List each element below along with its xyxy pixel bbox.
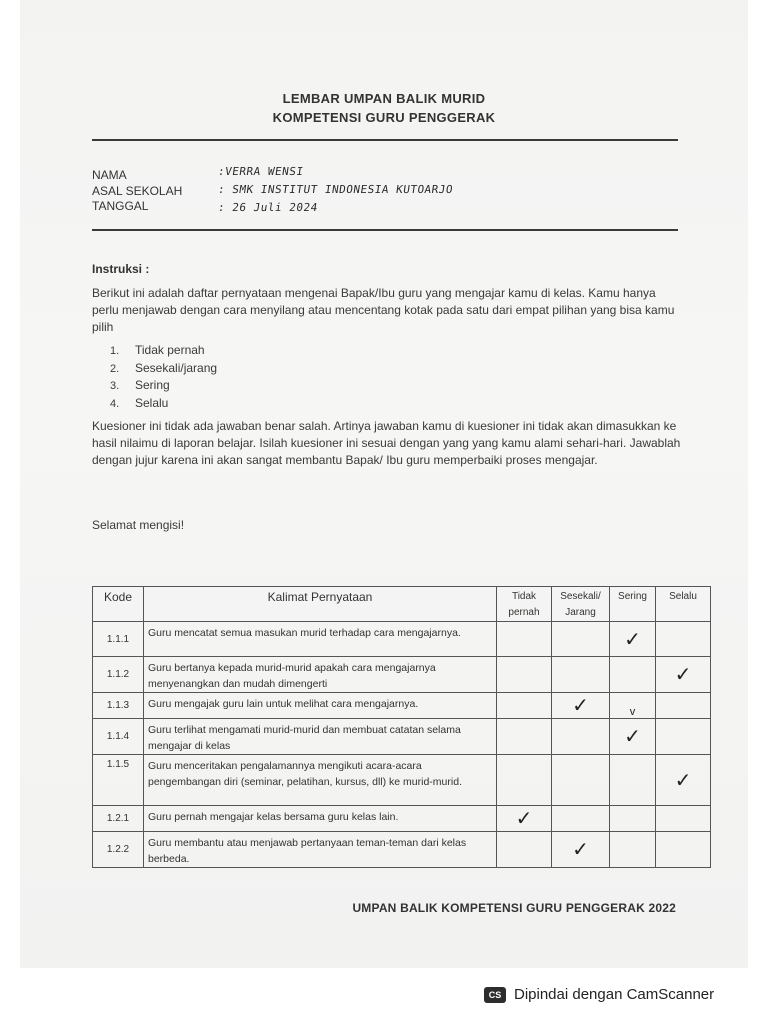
form-title: LEMBAR UMPAN BALIK MURID: [282, 91, 486, 106]
cell-tidak[interactable]: [497, 719, 552, 755]
cell-sesekali[interactable]: [552, 693, 610, 719]
cell-tidak[interactable]: [497, 657, 552, 693]
row-statement: Guru menceritakan pengalamannya mengikuti acara-acara pengembangan diri (seminar, pelatihan, kursus, dll) ke murid-murid.: [144, 755, 497, 806]
header-sesekali-line1: Sesekali/: [560, 591, 601, 602]
cell-sering[interactable]: [610, 693, 656, 719]
asal-sekolah-label: ASAL SEKOLAH: [92, 184, 183, 198]
table-header-row: [93, 587, 711, 622]
row-statement: Guru membantu atau menjawab pertanyaan teman-teman dari kelas berbeda.: [144, 832, 497, 868]
cell-tidak[interactable]: [497, 832, 552, 868]
table-row: [93, 806, 711, 832]
questionnaire-table: [92, 586, 711, 868]
row-code: 1.2.1: [93, 806, 144, 832]
cell-tidak[interactable]: [497, 622, 552, 657]
row-statement: Guru terlihat mengamati murid-murid dan membuat catatan selama mengajar di kelas: [144, 719, 497, 755]
header-kode: Kode: [93, 587, 144, 622]
table-row: [93, 719, 711, 755]
cell-selalu[interactable]: [656, 693, 711, 719]
row-code: 1.1.4: [93, 719, 144, 755]
camscanner-text: Dipindai dengan CamScanner: [514, 986, 715, 1003]
header-tidak-line1: Tidak: [511, 591, 537, 602]
tanggal-label: TANGGAL: [92, 199, 149, 213]
cell-sering[interactable]: [610, 622, 656, 657]
answer-options-list: [110, 342, 217, 412]
cell-selalu[interactable]: [656, 755, 711, 806]
greeting-text: Selamat mengisi!: [92, 518, 185, 532]
cell-sering[interactable]: [610, 719, 656, 755]
cell-sesekali[interactable]: [552, 806, 610, 832]
cell-sering[interactable]: [610, 806, 656, 832]
row-code: 1.2.2: [93, 832, 144, 868]
option-number: 1.: [110, 345, 120, 357]
disclaimer-paragraph: Kuesioner ini tidak ada jawaban benar salah. Artinya jawaban kamu di kuesioner ini tidak akan dimasukkan ke hasil nilaimu di laporan belajar. Isilah kuesioner ini sesuai dengan yang yang kamu alami sehari-hari. Jawablah dengan jujur karena ini akan sangat membantu Bapak/ Ibu guru memperbaiki proses mengajar.: [92, 419, 681, 467]
small-check-mark: v: [629, 706, 636, 718]
header-tidak-line2: pernah: [508, 607, 540, 618]
row-code: 1.1.5: [93, 755, 144, 806]
cell-tidak[interactable]: [497, 806, 552, 832]
check-mark: ✓: [572, 695, 589, 717]
header-sering: Sering: [610, 587, 656, 622]
table-row: [93, 622, 711, 657]
option-item: [110, 377, 217, 395]
cell-sesekali[interactable]: [552, 832, 610, 868]
cell-tidak[interactable]: [497, 755, 552, 806]
cell-sesekali[interactable]: [552, 719, 610, 755]
row-statement: Guru mencatat semua masukan murid terhadap cara mengajarnya.: [144, 622, 497, 657]
cell-sering[interactable]: [610, 657, 656, 693]
option-label: Tidak pernah: [135, 343, 205, 357]
footer-text: UMPAN BALIK KOMPETENSI GURU PENGGERAK 2022: [352, 901, 676, 915]
option-item: [110, 360, 217, 378]
cell-selalu[interactable]: [656, 657, 711, 693]
asal-sekolah-value: : SMK INSTITUT INDONESIA KUTOARJO: [217, 183, 454, 196]
cell-sesekali[interactable]: [552, 657, 610, 693]
option-number: 3.: [110, 380, 120, 392]
nama-label: NAMA: [92, 168, 127, 182]
row-statement: Guru bertanya kepada murid-murid apakah cara mengajarnya menyenangkan dan mudah dimengerti: [144, 657, 497, 693]
identity-divider: [92, 229, 678, 231]
cell-selalu[interactable]: [656, 832, 711, 868]
row-statement: Guru mengajak guru lain untuk melihat cara mengajarnya.: [144, 693, 497, 719]
row-code: 1.1.3: [93, 693, 144, 719]
header-sesekali: [552, 587, 610, 622]
option-label: Sesekali/jarang: [135, 360, 218, 375]
row-code: 1.1.1: [93, 622, 144, 657]
check-mark: ✓: [624, 726, 641, 748]
cell-selalu[interactable]: [656, 622, 711, 657]
cell-sering[interactable]: [610, 755, 656, 806]
header-kalimat: Kalimat Pernyataan: [144, 587, 497, 622]
nama-value: :VERRA WENSI: [217, 165, 305, 178]
header-tidak-pernah: [497, 587, 552, 622]
check-mark: ✓: [674, 664, 692, 686]
row-statement: Guru pernah mengajar kelas bersama guru kelas lain.: [144, 806, 497, 832]
check-mark: ✓: [624, 628, 641, 651]
option-label: Selalu: [135, 395, 169, 410]
cell-tidak[interactable]: [497, 693, 552, 719]
table-row: [93, 693, 711, 719]
form-subtitle: KOMPETENSI GURU PENGGERAK: [272, 110, 496, 125]
tanggal-value: : 26 Juli 2024: [217, 201, 319, 214]
option-number: 4.: [110, 397, 120, 410]
row-code: 1.1.2: [93, 657, 144, 693]
table-row: [93, 657, 711, 693]
table-row: [93, 832, 711, 868]
option-number: 2.: [110, 362, 120, 375]
header-sesekali-line2: Jarang: [565, 607, 596, 618]
table-row: [93, 755, 711, 806]
option-item: [110, 395, 217, 413]
header-selalu: Selalu: [656, 587, 711, 622]
cell-sesekali[interactable]: [552, 755, 610, 806]
cell-selalu[interactable]: [656, 806, 711, 832]
cell-sering[interactable]: [610, 832, 656, 868]
check-mark: ✓: [515, 808, 533, 830]
instructions-heading: Instruksi :: [92, 262, 150, 276]
camscanner-watermark: [484, 986, 714, 1003]
check-mark: ✓: [674, 769, 692, 792]
cell-selalu[interactable]: [656, 719, 711, 755]
top-divider: [92, 139, 678, 141]
check-mark: ✓: [572, 839, 589, 861]
option-item: [110, 342, 217, 360]
option-label: Sering: [135, 378, 170, 392]
camscanner-logo-icon: CS: [484, 987, 506, 1003]
cell-sesekali[interactable]: [552, 622, 610, 657]
instructions-paragraph: Berikut ini adalah daftar pernyataan mengenai Bapak/Ibu guru yang mengajar kamu di kelas. Kamu hanya perlu menjawab dengan cara menyilang atau mencentang kotak pada satu dari empat pilihan yang bisa kamu pilih: [92, 286, 675, 334]
